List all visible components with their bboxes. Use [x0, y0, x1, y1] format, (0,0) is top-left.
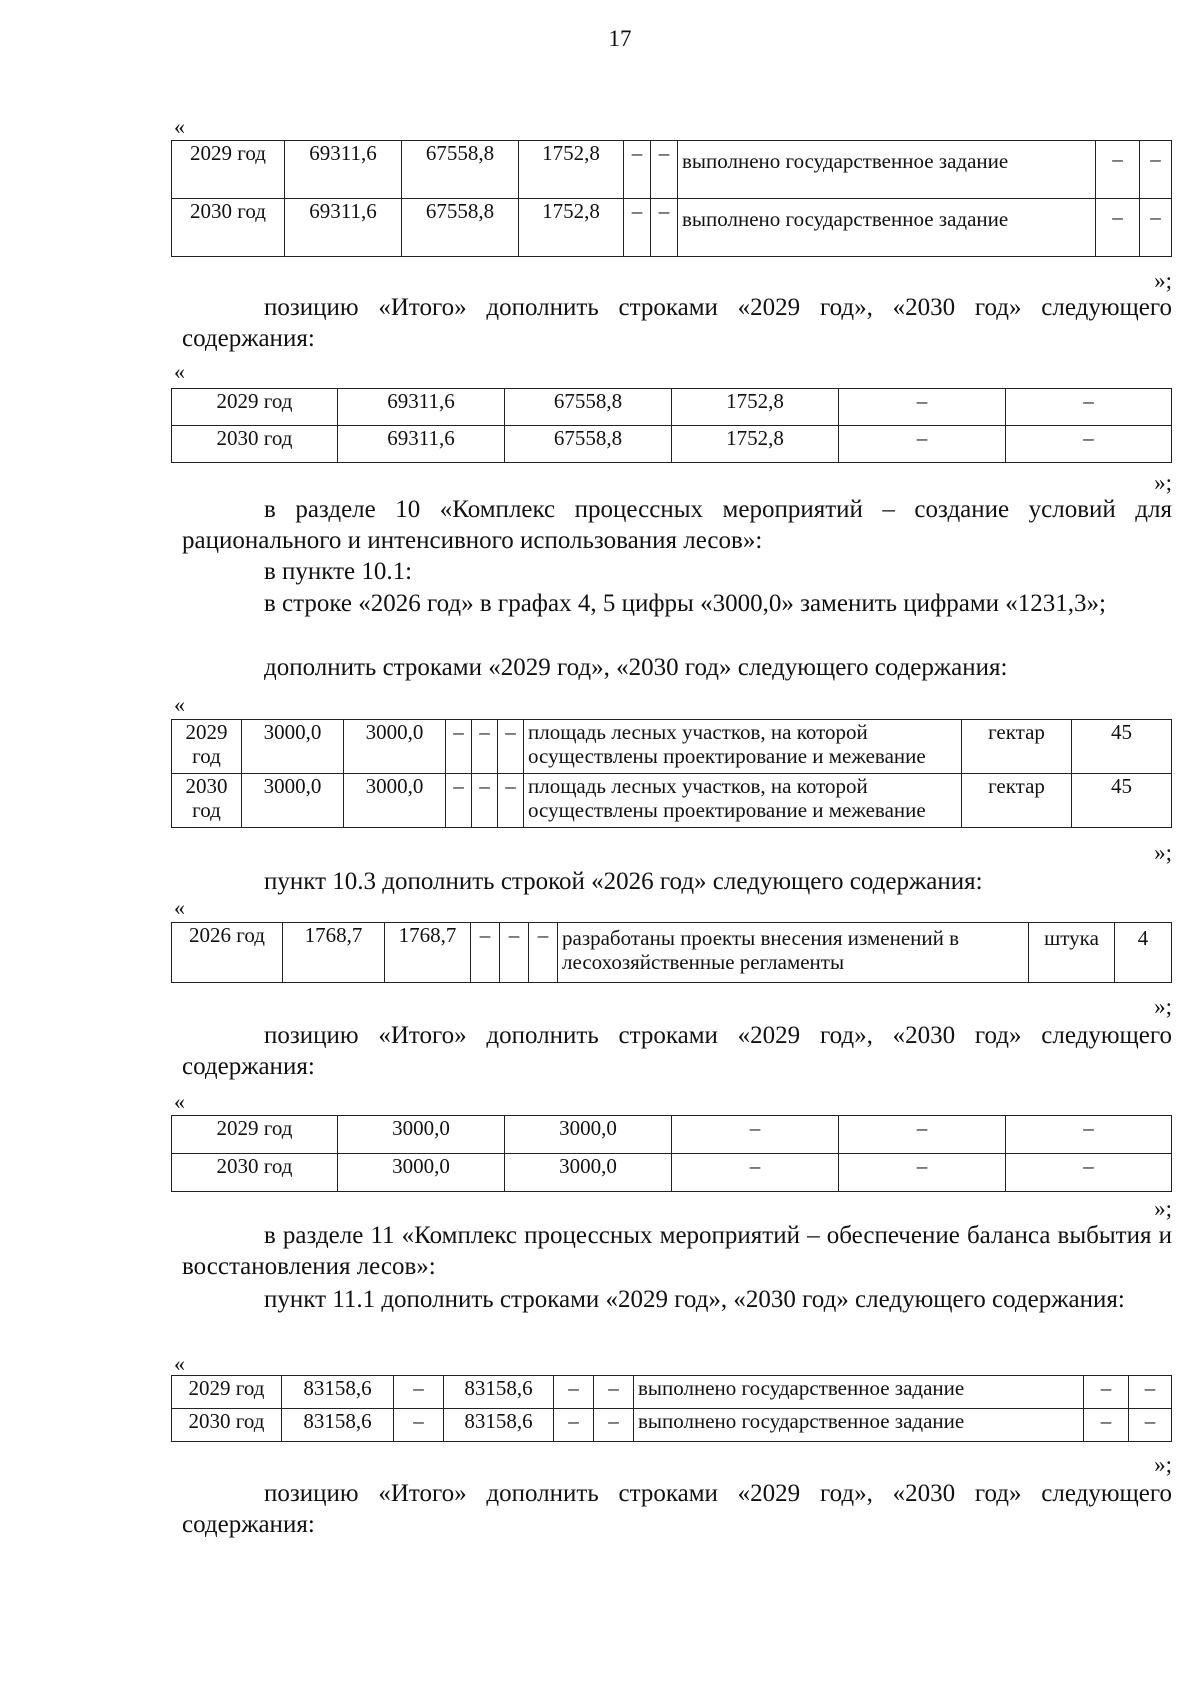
dash-cell: – — [471, 923, 500, 983]
amount-cell: 3000,0 — [242, 774, 344, 828]
dash-cell: – — [1084, 1376, 1129, 1409]
unit-cell: гектар — [962, 720, 1072, 774]
result-cell: выполнено государственное задание — [634, 1376, 1084, 1409]
dash-cell: – — [1006, 1154, 1172, 1192]
amount-cell: 1768,7 — [385, 923, 471, 983]
close-quote: »; — [1154, 840, 1172, 865]
result-cell: выполнено государственное задание — [678, 199, 1096, 257]
dash-cell: – — [500, 923, 529, 983]
paragraph: позицию «Итого» дополнить строками «2029 год», «2030 год» следующего содержания: — [182, 1022, 1172, 1080]
dash-cell: – — [651, 141, 678, 199]
amount-cell: 3000,0 — [344, 774, 446, 828]
close-quote: »; — [1154, 994, 1172, 1019]
dash-cell: – — [446, 774, 472, 828]
paragraph: пункт 11.1 дополнить строками «2029 год», «2030 год» следующего содержания: — [264, 1286, 1125, 1313]
amount-cell: 1752,8 — [672, 426, 839, 463]
amount-cell: 3000,0 — [338, 1154, 505, 1192]
result-cell: выполнено государственное задание — [678, 141, 1096, 199]
paragraph: пункт 10.3 дополнить строкой «2026 год» следующего содержания: — [264, 868, 983, 895]
open-quote: « — [174, 692, 185, 717]
close-quote: »; — [1154, 268, 1172, 293]
open-quote: « — [174, 895, 185, 920]
table-row — [172, 1409, 1172, 1442]
year-cell: 2030 год — [172, 199, 285, 257]
amount-cell: 1752,8 — [519, 141, 624, 199]
dash-cell: – — [446, 720, 472, 774]
amendment-table-1 — [171, 140, 1172, 257]
amount-cell: 1752,8 — [672, 389, 839, 426]
page-number: 17 — [608, 26, 632, 51]
paragraph: в строке «2026 год» в графах 4, 5 цифры «3000,0» заменить цифрами «1231,3»; — [264, 590, 1107, 617]
amount-cell: 83158,6 — [282, 1376, 394, 1409]
amount-cell: 1768,7 — [283, 923, 385, 983]
amount-cell: 67558,8 — [402, 141, 519, 199]
dash-cell: – — [594, 1376, 634, 1409]
dash-cell: – — [394, 1376, 444, 1409]
dash-cell: – — [594, 1409, 634, 1442]
amendment-table-4 — [171, 922, 1172, 983]
dash-cell: – — [839, 389, 1006, 426]
close-quote: »; — [1154, 1196, 1172, 1221]
amount-cell: 83158,6 — [282, 1409, 394, 1442]
year-cell: 2030 год — [172, 774, 242, 828]
dash-cell: – — [1096, 141, 1140, 199]
open-quote: « — [174, 1351, 185, 1376]
dash-cell: – — [1129, 1409, 1172, 1442]
amendment-table-5 — [171, 1115, 1172, 1192]
table-row — [172, 141, 1172, 199]
dash-cell: – — [529, 923, 558, 983]
open-quote: « — [174, 1089, 185, 1114]
amount-cell: 69311,6 — [338, 389, 505, 426]
value-cell: 45 — [1072, 774, 1172, 828]
close-quote: »; — [1154, 470, 1172, 495]
dash-cell: – — [1140, 199, 1172, 257]
table-row — [172, 1154, 1172, 1192]
dash-cell: – — [472, 720, 498, 774]
year-cell: 2026 год — [172, 923, 283, 983]
dash-cell: – — [1006, 389, 1172, 426]
amendment-table-6 — [171, 1375, 1172, 1442]
table-row — [172, 720, 1172, 774]
dash-cell: – — [672, 1154, 839, 1192]
dash-cell: – — [624, 141, 651, 199]
amount-cell: 83158,6 — [444, 1376, 554, 1409]
dash-cell: – — [1129, 1376, 1172, 1409]
result-cell: разработаны проекты внесения изменений в лесохозяйственные регламенты — [558, 923, 1029, 983]
unit-cell: гектар — [962, 774, 1072, 828]
amount-cell: 3000,0 — [505, 1116, 672, 1154]
dash-cell: – — [839, 426, 1006, 463]
amount-cell: 83158,6 — [444, 1409, 554, 1442]
dash-cell: – — [554, 1409, 594, 1442]
amount-cell: 69311,6 — [338, 426, 505, 463]
open-quote: « — [174, 359, 185, 384]
dash-cell: – — [651, 199, 678, 257]
amount-cell: 67558,8 — [505, 389, 672, 426]
paragraph: позицию «Итого» дополнить строками «2029 год», «2030 год» следующего содержания: — [182, 294, 1172, 352]
dash-cell: – — [1006, 1116, 1172, 1154]
paragraph: в разделе 10 «Комплекс процессных мероприятий – создание условий для рационального и интенсивного использования лесов»: — [182, 496, 1172, 554]
year-cell: 2029 год — [172, 389, 338, 426]
paragraph: в пункте 10.1: — [264, 558, 413, 585]
open-quote: « — [174, 114, 185, 139]
paragraph: в разделе 11 «Комплекс процессных мероприятий – обеспечение баланса выбытия и восстановления лесов»: — [182, 1222, 1172, 1280]
close-quote: »; — [1154, 1452, 1172, 1477]
result-cell: выполнено государственное задание — [634, 1409, 1084, 1442]
year-cell: 2029 год — [172, 1376, 282, 1409]
amount-cell: 69311,6 — [285, 199, 402, 257]
year-cell: 2029 год — [172, 720, 242, 774]
amendment-table-3 — [171, 719, 1172, 828]
amount-cell: 3000,0 — [344, 720, 446, 774]
amount-cell: 69311,6 — [285, 141, 402, 199]
result-cell: площадь лесных участков, на которой осуществлены проектирование и межевание — [524, 774, 962, 828]
result-cell: площадь лесных участков, на которой осуществлены проектирование и межевание — [524, 720, 962, 774]
table-row — [172, 774, 1172, 828]
year-cell: 2030 год — [172, 1154, 338, 1192]
amount-cell: 1752,8 — [519, 199, 624, 257]
dash-cell: – — [394, 1409, 444, 1442]
table-row — [172, 1376, 1172, 1409]
table-row — [172, 389, 1172, 426]
dash-cell: – — [498, 774, 524, 828]
dash-cell: – — [839, 1154, 1006, 1192]
amount-cell: 67558,8 — [402, 199, 519, 257]
table-row — [172, 1116, 1172, 1154]
dash-cell: – — [1084, 1409, 1129, 1442]
paragraph: позицию «Итого» дополнить строками «2029 год», «2030 год» следующего содержания: — [182, 1480, 1172, 1538]
dash-cell: – — [498, 720, 524, 774]
unit-cell: штука — [1029, 923, 1115, 983]
year-cell: 2030 год — [172, 1409, 282, 1442]
table-row — [172, 923, 1172, 983]
amount-cell: 67558,8 — [505, 426, 672, 463]
table-row — [172, 426, 1172, 463]
dash-cell: – — [1006, 426, 1172, 463]
dash-cell: – — [672, 1116, 839, 1154]
dash-cell: – — [1140, 141, 1172, 199]
dash-cell: – — [554, 1376, 594, 1409]
paragraph: дополнить строками «2029 год», «2030 год» следующего содержания: — [264, 654, 1008, 681]
dash-cell: – — [624, 199, 651, 257]
dash-cell: – — [1096, 199, 1140, 257]
amount-cell: 3000,0 — [505, 1154, 672, 1192]
dash-cell: – — [472, 774, 498, 828]
table-row — [172, 199, 1172, 257]
amount-cell: 3000,0 — [338, 1116, 505, 1154]
value-cell: 45 — [1072, 720, 1172, 774]
year-cell: 2029 год — [172, 1116, 338, 1154]
amount-cell: 3000,0 — [242, 720, 344, 774]
dash-cell: – — [839, 1116, 1006, 1154]
amendment-table-2 — [171, 388, 1172, 463]
year-cell: 2030 год — [172, 426, 338, 463]
year-cell: 2029 год — [172, 141, 285, 199]
value-cell: 4 — [1115, 923, 1172, 983]
